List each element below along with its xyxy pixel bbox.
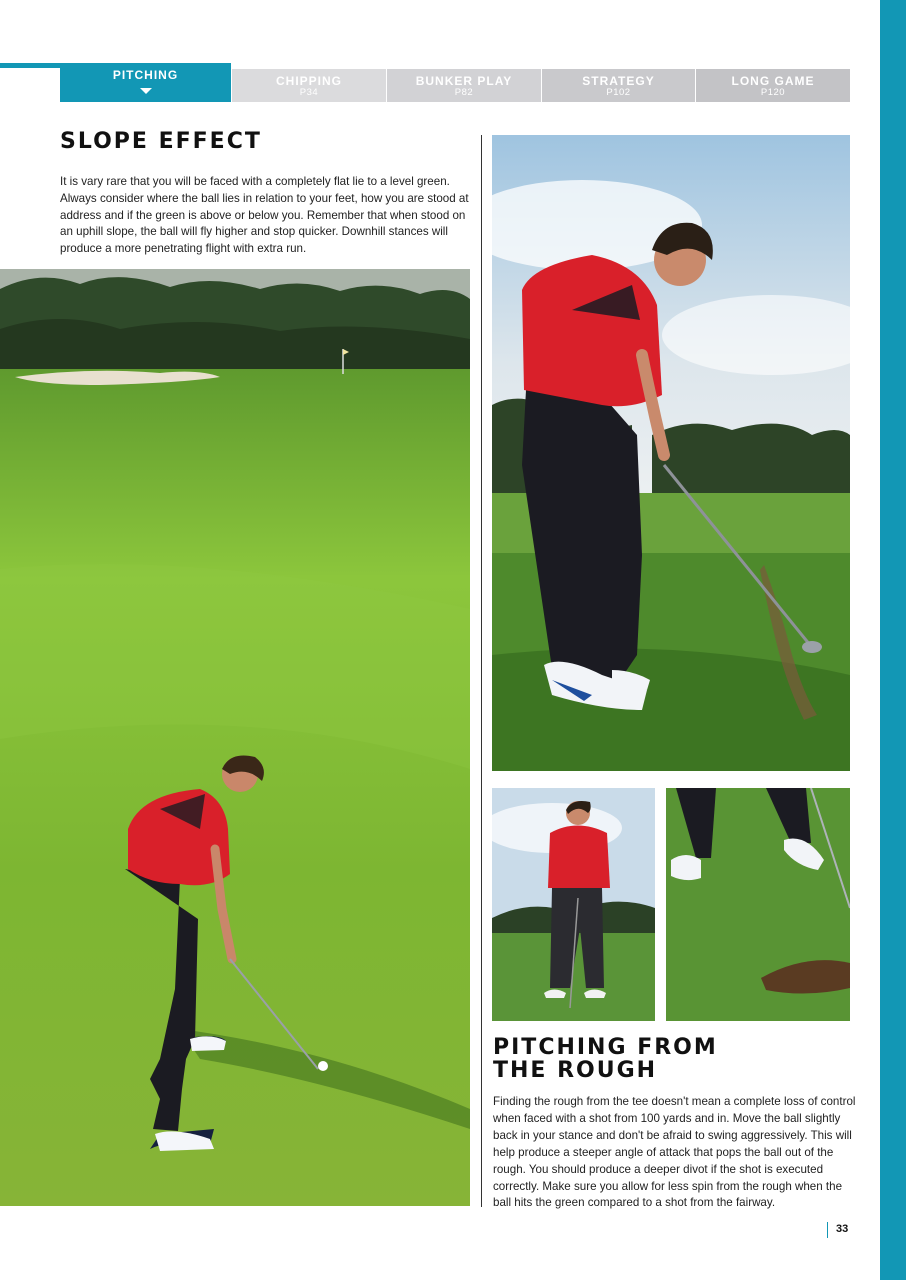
column-divider [481, 135, 482, 1207]
golfer-rough-swing-photo [492, 135, 850, 771]
pitching-from-rough-heading [493, 1036, 718, 1082]
caret-down-icon [140, 88, 152, 94]
tab-chipping[interactable] [232, 69, 386, 102]
tab-long-game-page: P120 [760, 87, 786, 98]
page-number: 33 [836, 1223, 849, 1235]
heading-line-1: PITCHING FROM [493, 1035, 718, 1060]
nav-accent-line [0, 63, 60, 68]
page-number-rule [827, 1222, 828, 1238]
tab-strategy-page: P102 [606, 87, 631, 98]
slope-effect-body: It is vary rare that you will be faced with a completely flat lie to a level green. Always consider where the ball lies in relation to your feet, how you are stood at address and if the green is above or below you. Remember that when stood on an uphill slope, the ball will fly higher and stop quicker. Downhill stances will produce a more penetrating flight with extra run. [60, 175, 469, 256]
page-edge-bar [880, 0, 906, 1280]
slope-effect-heading: SLOPE EFFECT [60, 129, 262, 154]
tab-bunker-play-page: P82 [454, 87, 474, 98]
tab-strategy[interactable] [542, 69, 695, 102]
heading-line-2: THE ROUGH [493, 1058, 658, 1083]
tab-strategy-label: STRATEGY [582, 74, 655, 88]
golfer-slope-photo [0, 269, 470, 1206]
tab-long-game-label: LONG GAME [731, 74, 815, 88]
tab-long-game[interactable] [696, 69, 850, 102]
tab-chipping-label: CHIPPING [275, 74, 342, 88]
tab-pitching[interactable] [60, 63, 231, 102]
tab-bunker-play[interactable] [387, 69, 541, 102]
pitching-from-rough-body: Finding the rough from the tee doesn't mean a complete loss of control when faced with a shot from 100 yards and in. Move the ball slightly back in your stance and don't be afraid to swing aggressively. This will help produce a steeper angle of attack that pops the ball out of the rough. You should produce a deeper divot if the shot is executed correctly. Make sure you allow for less spin from the rough when the ball hits the green compared to a shot from the fairway. [493, 1095, 856, 1210]
tab-chipping-page: P34 [299, 87, 319, 98]
golfer-front-address-photo [492, 788, 655, 1021]
divot-closeup-photo [666, 788, 850, 1021]
tab-bunker-play-label: BUNKER PLAY [415, 74, 513, 88]
tab-pitching-label: PITCHING [112, 68, 179, 82]
